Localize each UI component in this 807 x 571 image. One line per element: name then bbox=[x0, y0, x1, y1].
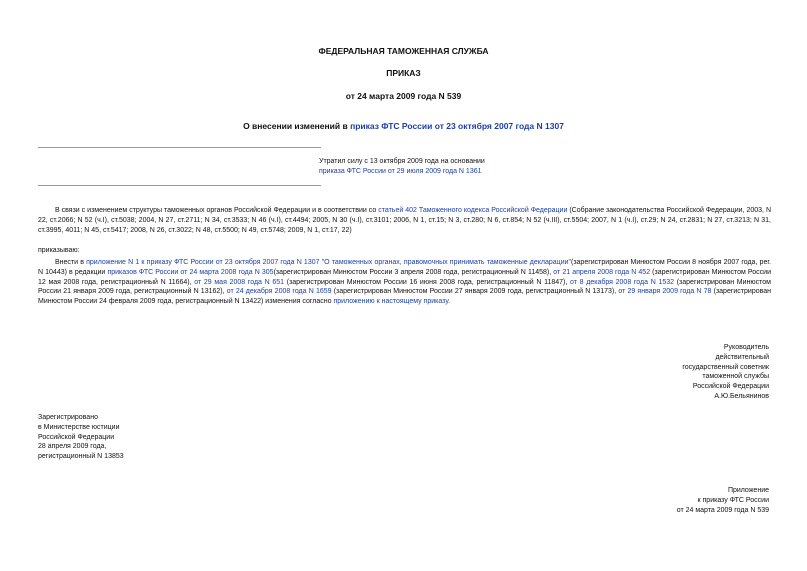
order-text-4: (зарегистрирован Минюстом России 12 мая 2008 года, регистрационный N 11664), bbox=[38, 268, 772, 286]
order-305-link[interactable]: приказов ФТС России от 24 марта 2008 года N 305 bbox=[107, 268, 274, 276]
order-paragraph bbox=[38, 258, 771, 307]
signature-line: действительный bbox=[715, 353, 769, 361]
preamble-text-2: (Собрание законодательства Российской Федерации, 2003, N 22, ст.2066; N 52 (ч.I), ст.5038; 2004, N 27, ст.2711; N 34, ст.3533; N 46 (ч.I), ст.4494; 2005, N 30 (ч.I), ст.3101; 2006, N 1, ст.15; N 3, ст.280; N 6, ст.854; N 52 (ч.III), ст.5504; 2007, N 1 (ч.I), ст.29; N 24, ст.2831; N 27, ст.3213; N 31, ст.3995, 4011; N 45, ст.5417; 2008, N 26, ст.3022; N 48, ст.5500; N 49, ст.5748; 2009, N 1, ст.17, 22) bbox=[38, 207, 771, 234]
appendix-block bbox=[677, 486, 769, 515]
divider-bottom bbox=[38, 185, 321, 186]
signature-line: таможенной службы bbox=[702, 373, 769, 381]
order-text-1: Внести в bbox=[55, 259, 87, 266]
document-type: ПРИКАЗ bbox=[386, 68, 421, 78]
order-651-link[interactable]: от 29 мая 2008 года N 651 bbox=[194, 278, 285, 286]
registration-line: Российской Федерации bbox=[38, 433, 115, 441]
order-1659-link[interactable]: от 24 декабря 2008 года N 1659 bbox=[226, 288, 332, 296]
registration-line: регистрационный N 13853 bbox=[38, 453, 124, 461]
order-text-3: (зарегистрирован Минюстом России 3 апреля 2008 года, регистрационный N 11458), bbox=[273, 268, 554, 276]
registration-block bbox=[38, 413, 124, 462]
signature-line: государственный советник bbox=[682, 363, 769, 371]
preamble-text-1: В связи с изменением структуры таможенных органов Российской Федерации и в соответствии со bbox=[55, 207, 379, 214]
order-1532-link[interactable]: от 8 декабря 2008 года N 1532 bbox=[570, 278, 675, 286]
document-title-text: О внесении изменений в bbox=[243, 121, 351, 131]
amended-order-link[interactable]: приказ ФТС России от 23 октября 2007 года N 1307 bbox=[350, 121, 564, 131]
signature-block bbox=[682, 343, 769, 402]
order-text-5: (зарегистрирован Минюстом России 16 июня 2008 года, регистрационный N 11847), bbox=[284, 278, 571, 286]
order-1307-title-link[interactable]: "О таможенных органах, правомочных принимать таможенные декларации" bbox=[319, 259, 571, 266]
order-text-2: (зарегистрирован Минюстом России 8 ноября 2007 года, рег. N 10443) в редакции bbox=[38, 259, 771, 276]
order-word: приказываю: bbox=[38, 247, 80, 254]
appendix-order-1307-link[interactable]: приложение N 1 к приказу ФТС России от 23 октября 2007 года N 1307 bbox=[86, 259, 320, 266]
repeal-order-link[interactable]: приказа ФТС России от 29 июля 2009 года N 1361 bbox=[319, 167, 482, 175]
order-452-link[interactable]: от 21 апреля 2008 года N 452 bbox=[553, 268, 651, 276]
registration-line: 28 апреля 2009 года, bbox=[38, 443, 107, 451]
signatory-name: А.Ю.Бельянинов bbox=[714, 392, 769, 400]
order-text-8: (зарегистрирован Минюстом России 24 февраля 2009 года, регистрационный N 13422) изменения согласно bbox=[38, 288, 772, 306]
document-date: от 24 марта 2009 года N 539 bbox=[345, 91, 462, 101]
status-note bbox=[319, 157, 559, 177]
status-note-text: Утратил силу с 13 октября 2009 года на основании bbox=[319, 158, 485, 165]
appendix-line: от 24 марта 2009 года N 539 bbox=[676, 506, 769, 514]
order-text-7: (зарегистрирован Минюстом России 27 января 2009 года, регистрационный N 13173), bbox=[331, 288, 619, 296]
order-78-link[interactable]: от 29 января 2009 года N 78 bbox=[618, 288, 712, 296]
order-text-9: . bbox=[448, 298, 451, 306]
registration-line: в Министерстве юстиции bbox=[38, 423, 120, 431]
signature-line: Руководитель bbox=[723, 344, 769, 351]
appendix-link[interactable]: приложению к настоящему приказу bbox=[333, 298, 449, 306]
registration-line: Зарегистрировано bbox=[38, 414, 98, 421]
appendix-line: Приложение bbox=[727, 487, 769, 494]
issuing-authority: ФЕДЕРАЛЬНАЯ ТАМОЖЕННАЯ СЛУЖБА bbox=[318, 46, 489, 56]
signature-line: Российской Федерации bbox=[692, 383, 769, 391]
appendix-line: к приказу ФТС России bbox=[697, 496, 769, 504]
order-text-6: (зарегистрирован Минюстом России 21 января 2009 года, регистрационный N 13162), bbox=[38, 278, 771, 296]
preamble-paragraph bbox=[38, 206, 771, 235]
document-title bbox=[0, 121, 807, 133]
divider-top bbox=[38, 147, 321, 148]
customs-code-article-link[interactable]: статьей 402 Таможенного кодекса Российской Федерации bbox=[378, 207, 568, 214]
